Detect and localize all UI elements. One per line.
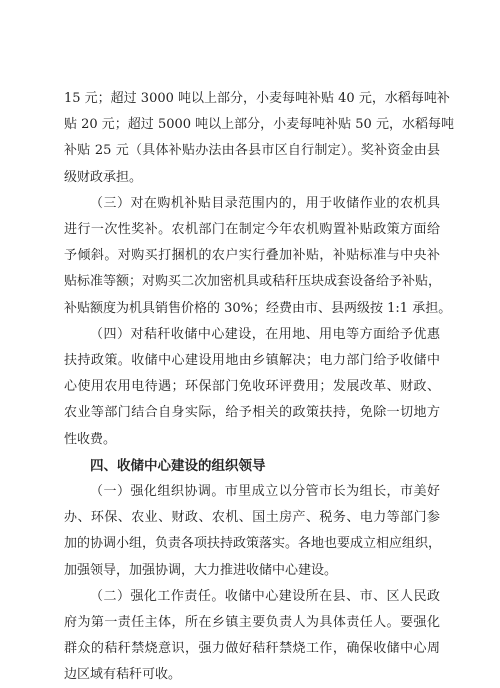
body-line: 进行一次性奖补。农机部门在制定今年农机购置补贴政策方面给 — [64, 222, 440, 237]
body-line: 扶持政策。收储中心建设用地由乡镇解决；电力部门给予收储中 — [64, 353, 440, 368]
body-line: 府为第一责任主体，所在乡镇主要负责人为具体责任人。要强化 — [64, 615, 440, 630]
body-line: 农业等部门结合自身实际，给予相关的政策扶持，免除一切地方 — [64, 405, 440, 421]
body-line: 补贴 25 元（具体补贴办法由各县市区自行制定）。奖补资金由县 — [64, 143, 440, 159]
paragraph-4-first-line: （四）对秸秆收储中心建设，在用地、用电等方面给予优惠 — [90, 326, 440, 342]
body-line: 贴 20 元；超过 5000 吨以上部分，小麦每吨补贴 50 元，水稻每吨 — [64, 117, 454, 133]
paragraph-3-first-line: （三）对在购机补贴目录范围内的，用于收储作业的农机具 — [90, 195, 440, 211]
body-line: 15 元；超过 3000 吨以上部分，小麦每吨补贴 40 元，水稻每吨补 — [64, 91, 450, 106]
body-line: 加强领导，加强协调，大力推进收储中心建设。 — [64, 562, 338, 578]
body-line: 边区域有秸秆可收。 — [64, 667, 182, 683]
body-line: 补贴额度为机具销售价格的 30%；经费由市、县两级按 1:1 承担。 — [64, 300, 452, 316]
body-line: 办、环保、农业、财政、农机、国土房产、税务、电力等部门参 — [64, 510, 440, 526]
body-line: 贴标准等额；对购买二次加密机具或秸秆压块成套设备给予补贴， — [64, 274, 442, 290]
subsection-1-first-line: （一）强化组织协调。市里成立以分管市长为组长，市美好 — [90, 484, 440, 499]
body-line: 加的协调小组，负责各项扶持政策落实。各地也要成立相应组织， — [64, 536, 442, 552]
body-line: 级财政承担。 — [64, 169, 143, 185]
body-line: 群众的秸秆禁烧意识，强力做好秸秆禁烧工作，确保收储中心周 — [64, 641, 440, 657]
section-heading: 四、收储中心建设的组织领导 — [90, 457, 266, 474]
body-line: 心使用农用电待遇；环保部门免收环评费用；发展改革、财政、 — [64, 379, 440, 395]
subsection-2-first-line: （二）强化工作责任。收储中心建设所在县、市、区人民政 — [90, 588, 440, 604]
body-line: 性收费。 — [64, 431, 117, 447]
body-line: 予倾斜。对购买打捆机的农户实行叠加补贴，补贴标准与中央补 — [64, 248, 440, 264]
